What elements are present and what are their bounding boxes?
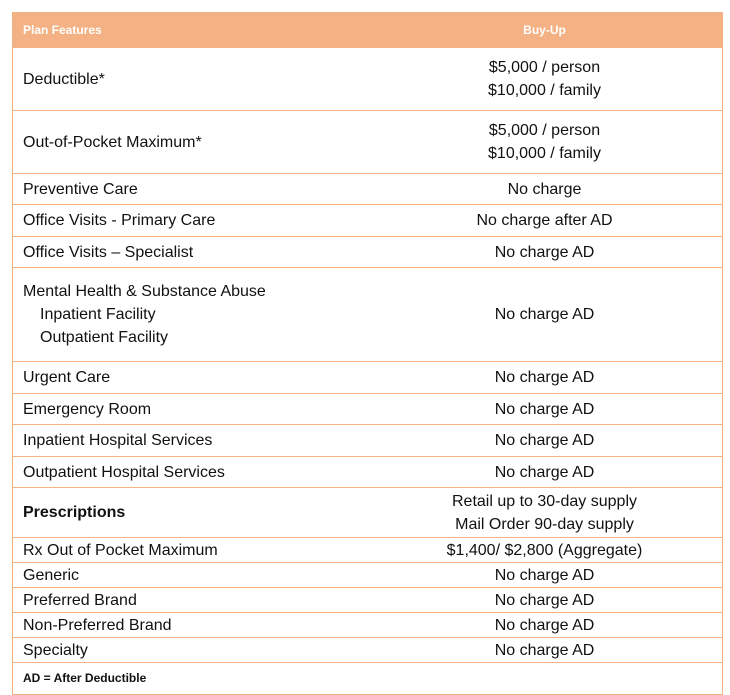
feature-label: Rx Out of Pocket Maximum bbox=[23, 541, 218, 559]
value-text: No charge AD bbox=[494, 400, 595, 418]
table-footer bbox=[13, 662, 722, 694]
feature-label: Generic bbox=[23, 566, 80, 584]
table-header bbox=[13, 13, 722, 47]
feature-sub-label: Inpatient Facility bbox=[40, 306, 156, 323]
row-rx-oop-max bbox=[13, 537, 722, 562]
value-text: No charge AD bbox=[494, 641, 595, 659]
feature-label: Mental Health & Substance Abuse bbox=[23, 283, 266, 300]
row-preventive-care bbox=[13, 173, 722, 204]
value-text: No charge AD bbox=[494, 306, 595, 323]
value-text: No charge AD bbox=[494, 591, 595, 609]
value-line: $5,000 / person bbox=[488, 59, 601, 76]
row-specialist bbox=[13, 236, 722, 267]
feature-label: Out-of-Pocket Maximum* bbox=[23, 133, 202, 151]
footnote: AD = After Deductible bbox=[23, 671, 147, 685]
value-text: No charge AD bbox=[494, 369, 595, 386]
row-prescriptions bbox=[13, 487, 722, 537]
value-text: No charge AD bbox=[494, 566, 595, 584]
value-text: No charge AD bbox=[494, 616, 595, 634]
benefits-table bbox=[12, 12, 723, 695]
feature-label: Preferred Brand bbox=[23, 591, 137, 609]
feature-label: Non-Preferred Brand bbox=[23, 616, 172, 634]
feature-label: Inpatient Hospital Services bbox=[23, 432, 213, 449]
row-emergency-room bbox=[13, 393, 722, 424]
value-line: Mail Order 90-day supply bbox=[455, 515, 634, 533]
value-line: $10,000 / family bbox=[488, 145, 601, 162]
row-specialty bbox=[13, 637, 722, 662]
feature-label: Outpatient Hospital Services bbox=[23, 463, 225, 481]
feature-label: Specialty bbox=[23, 641, 88, 659]
feature-label: Emergency Room bbox=[23, 400, 152, 418]
row-preferred-brand bbox=[13, 587, 722, 612]
row-out-of-pocket-max bbox=[13, 110, 722, 173]
value-line: $5,000 / person bbox=[488, 122, 601, 139]
row-outpatient-hospital bbox=[13, 456, 722, 487]
feature-label: Urgent Care bbox=[23, 369, 111, 386]
value-text: No charge AD bbox=[494, 463, 595, 481]
feature-sub-label: Outpatient Facility bbox=[40, 329, 169, 346]
row-mental-health bbox=[13, 267, 722, 361]
feature-label: Office Visits - Primary Care bbox=[23, 212, 216, 229]
value-line: Retail up to 30-day supply bbox=[452, 492, 637, 510]
feature-label: Prescriptions bbox=[23, 504, 126, 521]
header-buy-up: Buy-Up bbox=[523, 22, 566, 37]
value-line: $10,000 / family bbox=[488, 82, 601, 99]
feature-label: Office Visits – Specialist bbox=[23, 243, 194, 261]
value-text: No charge AD bbox=[494, 243, 595, 261]
row-non-preferred-brand bbox=[13, 612, 722, 637]
value-text: No charge AD bbox=[494, 432, 595, 449]
row-deductible bbox=[13, 47, 722, 110]
feature-label: Preventive Care bbox=[23, 180, 138, 198]
value-text: $1,400/ $2,800 (Aggregate) bbox=[446, 541, 643, 559]
row-inpatient-hospital bbox=[13, 424, 722, 456]
value-text: No charge after AD bbox=[476, 212, 613, 229]
value-text: No charge bbox=[507, 180, 582, 198]
row-generic bbox=[13, 562, 722, 587]
header-plan-features: Plan Features bbox=[23, 22, 102, 37]
row-urgent-care bbox=[13, 361, 722, 393]
row-primary-care bbox=[13, 204, 722, 236]
feature-label: Deductible* bbox=[23, 70, 105, 88]
